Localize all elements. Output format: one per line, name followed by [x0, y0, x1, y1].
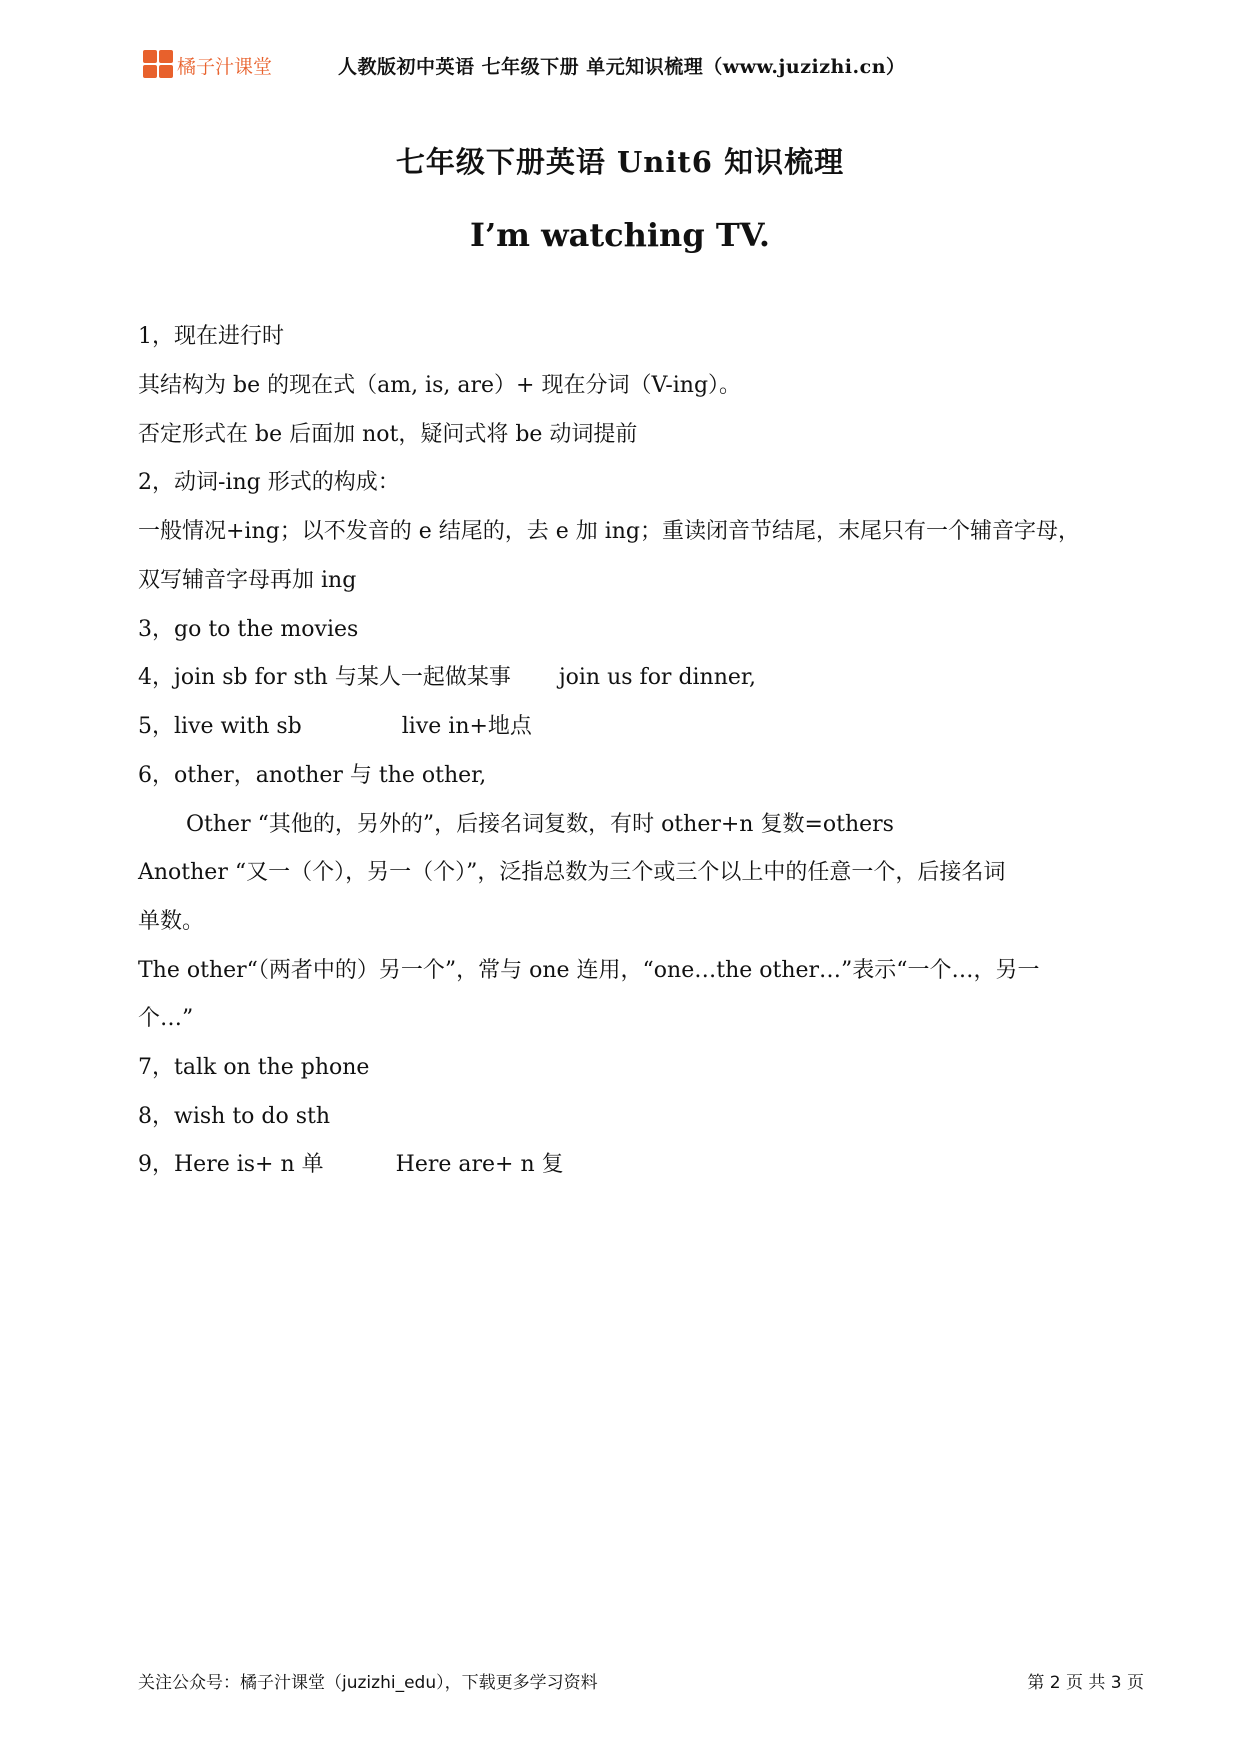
text-line: Another “又一（个），另一（个）”，泛指总数为三个或三个以上中的任意一个，后接名词 [138, 860, 1006, 885]
text-line: 7，talk on the phone [138, 1055, 370, 1080]
page-header [143, 48, 1143, 84]
text-line: 否定形式在 be 后面加 not，疑问式将 be 动词提前 [138, 422, 638, 447]
brand-name: 橘子汁课堂 [177, 56, 273, 78]
example: join us for dinner, [558, 665, 757, 690]
document-title: 七年级下册英语 Unit6 知识梳理 [395, 145, 845, 179]
text-line [138, 712, 532, 742]
text-line: The other“（两者中的）另一个”，常与 one 连用，“one…the other…”表示“一个…，另一 [138, 958, 1040, 983]
text-line: 其结构为 be 的现在式（am, is, are）+ 现在分词（V-ing）。 [138, 373, 742, 398]
text-line [138, 663, 756, 693]
phrase: live in+地点 [401, 714, 532, 739]
text-line: 双写辅音字母再加 ing [138, 568, 357, 593]
text-line: 8，wish to do sth [138, 1104, 331, 1129]
text-line: 6，other，another 与 the other, [138, 763, 487, 788]
text-line: 1，现在进行时 [138, 324, 284, 349]
page-number: 第 2 页 共 3 页 [1027, 1673, 1144, 1693]
phrase: 9，Here is+ n 单 [138, 1152, 324, 1177]
text-line: 个…” [138, 1006, 194, 1031]
phrase: Here are+ n 复 [395, 1152, 564, 1177]
phrase: 4，join sb for sth 与某人一起做某事 [138, 665, 511, 690]
text-line [138, 1150, 564, 1180]
phrase: 5，live with sb [138, 714, 302, 739]
text-line: 一般情况+ing；以不发音的 e 结尾的，去 e 加 ing；重读闭音节结尾，末尾只有一个辅音字母， [138, 519, 1081, 544]
text-line: Other “其他的，另外的”，后接名词复数，有时 other+n 复数=others [186, 812, 894, 837]
text-line: 单数。 [138, 909, 205, 934]
footer-note: 关注公众号：橘子汁课堂（juzizhi_edu），下载更多学习资料 [138, 1673, 598, 1693]
document-subtitle: I’m watching TV. [469, 216, 771, 254]
text-line: 2，动词-ing 形式的构成： [138, 470, 400, 495]
logo-icon [143, 50, 175, 80]
header-subtitle: 人教版初中英语 七年级下册 单元知识梳理（www.juzizhi.cn） [338, 56, 906, 78]
text-line: 3，go to the movies [138, 617, 359, 642]
